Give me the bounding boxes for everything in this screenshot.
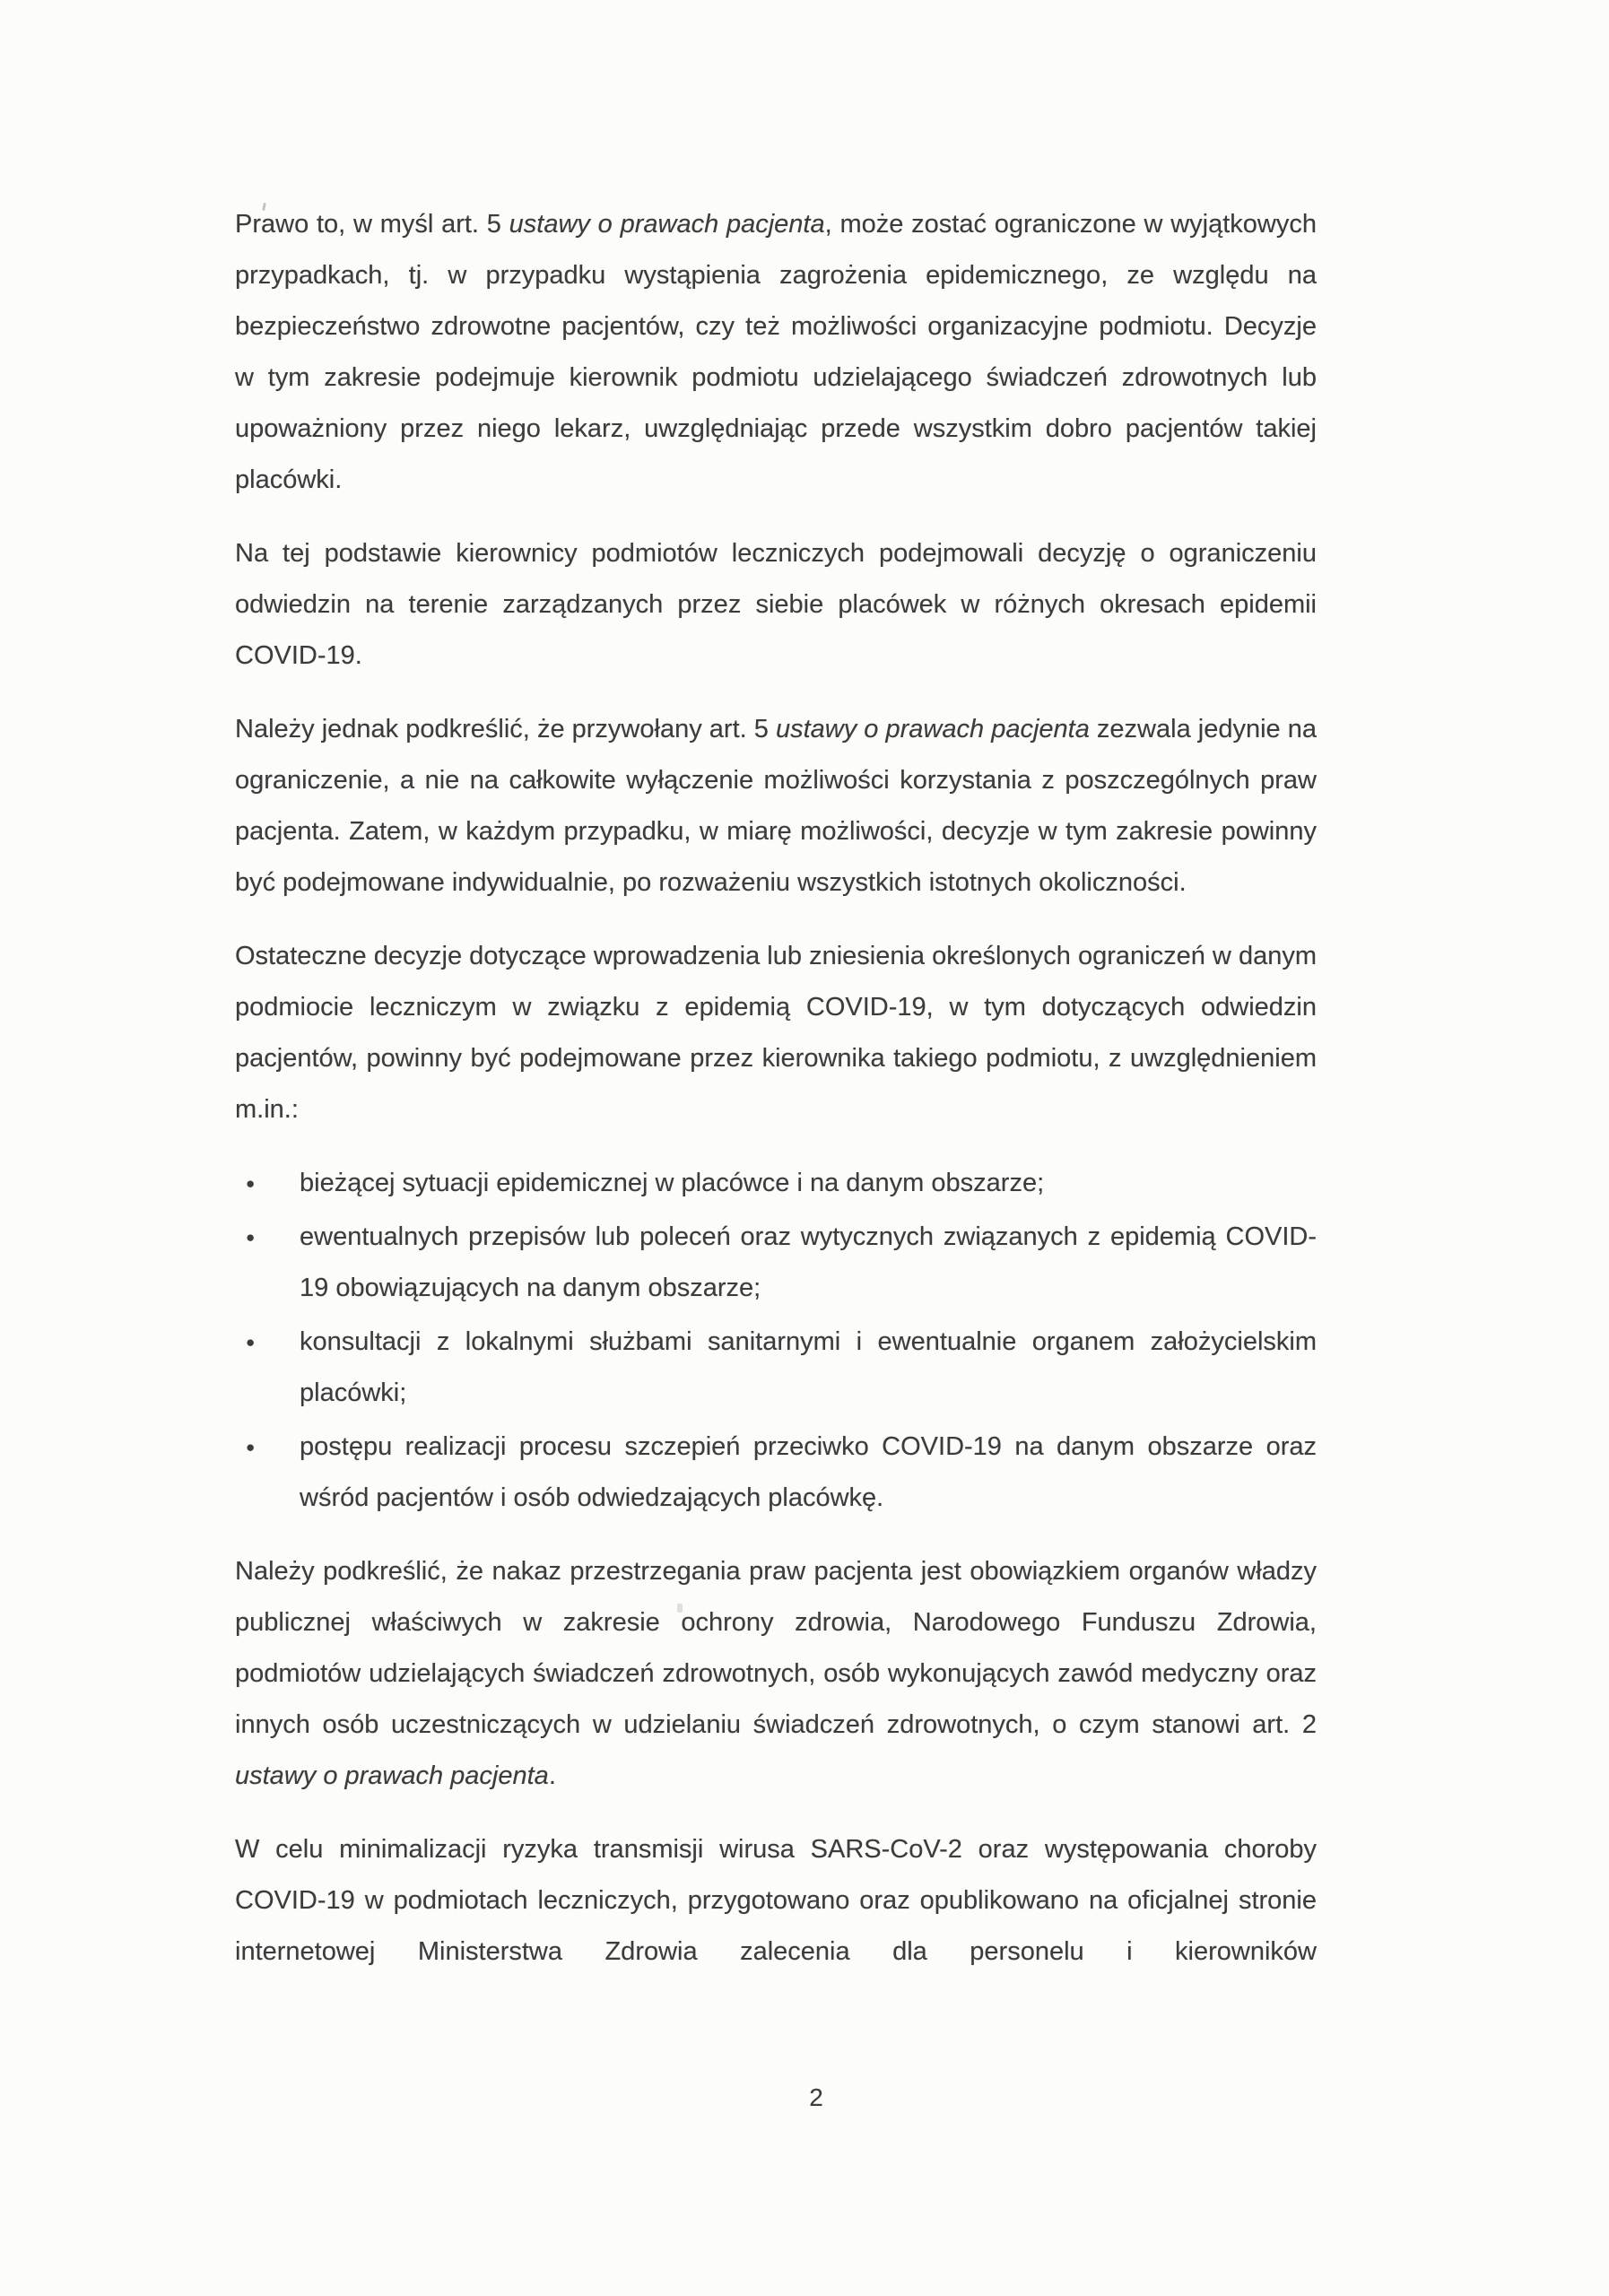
italic-text-run: ustawy o prawach pacjenta [235,1761,549,1790]
bullet-item [235,1422,1317,1524]
text-run: . [548,1761,556,1790]
bullet-text [300,1327,1317,1407]
bullet-text [300,1432,1317,1512]
bullet-item [235,1158,1317,1209]
text-run: postępu realizacji procesu szczepień przeciwko COVID-19 na danym obszarze oraz wśród pacjentów i osób odwiedzających placówkę. [300,1432,1317,1512]
text-run: Należy jednak podkreślić, że przywołany art. 5 [235,715,776,744]
bullet-icon: ● [246,1175,256,1192]
paragraph [235,931,1317,1135]
bullet-icon: ● [246,1229,256,1246]
text-run: konsultacji z lokalnymi służbami sanitarnymi i ewentualnie organem założycielskim placówki; [300,1327,1317,1407]
document-body [235,199,1317,2000]
italic-text-run: ustawy o prawach pacjenta [775,715,1090,744]
text-run: ewentualnych przepisów lub poleceń oraz wytycznych związanych z epidemią COVID-19 obowiązujących na danym obszarze; [300,1222,1317,1302]
paragraph [235,1546,1317,1802]
bullet-item [235,1212,1317,1314]
bullet-list [235,1158,1317,1524]
italic-text-run: ustawy o prawach pacjenta [509,210,825,239]
bullet-text [300,1222,1317,1302]
text-run: Ostateczne decyzje dotyczące wprowadzenia lub zniesienia określonych ograniczeń w danym podmiocie leczniczym w związku z epidemią COVID-19, w tym dotyczących odwiedzin pacjentów, powinny być podejmowane przez kierownika takiego podmiotu, z uwzględnieniem m.in.: [235,942,1317,1124]
text-run: Prawo to, w myśl art. 5 [235,210,509,239]
paragraph [235,528,1317,682]
bullet-text [300,1169,1044,1197]
paragraph [235,1824,1317,1978]
text-run: W celu minimalizacji ryzyka transmisji wirusa SARS-CoV-2 oraz występowania choroby COVID-19 w podmiotach leczniczych, przygotowano oraz opublikowano na oficjalnej stronie internetowej Ministerstwa Zdrowia zalecenia dla personelu i kierowników [235,1835,1317,1966]
paragraph [235,199,1317,506]
text-run: zezwala jedynie na ograniczenie, a nie na całkowite wyłączenie możliwości korzystania z poszczególnych praw pacjenta. Zatem, w każdym przypadku, w miarę możliwości, decyzje w tym zakresie powinny być podejmowane indywidualnie, po rozważeniu wszystkich istotnych okoliczności. [235,715,1318,897]
bullet-icon: ● [246,1334,256,1351]
paragraph [235,704,1317,909]
page-number: 2 [809,2083,823,2111]
text-run: bieżącej sytuacji epidemicznej w placówce i na danym obszarze; [300,1169,1045,1197]
bullet-item [235,1317,1317,1419]
text-run: Należy podkreślić, że nakaz przestrzegania praw pacjenta jest obowiązkiem organów władzy publicznej właściwych w zakresie ochrony zdrowia, Narodowego Funduszu Zdrowia, podmiotów udzielających świadczeń zdrowotnych, osób wykonujących zawód medyczny oraz innych osób uczestniczących w udzielaniu świadczeń zdrowotnych, o czym stanowi art. 2 [235,1557,1317,1739]
text-run: , może zostać ograniczone w wyjątkowych przypadkach, tj. w przypadku wystąpienia zagrożenia epidemicznego, ze względu na bezpieczeństwo zdrowotne pacjentów, czy też możliwości organizacyjne podmiotu. Decyzje w tym zakresie podejmuje kierownik podmiotu udzielającego świadczeń zdrowotnych lub upoważniony przez niego lekarz, uwzględniając przede wszystkim dobro pacjentów takiej placówki. [235,210,1317,494]
bullet-icon: ● [246,1439,256,1456]
text-run: Na tej podstawie kierownicy podmiotów leczniczych podejmowali decyzję o ograniczeniu odwiedzin na terenie zarządzanych przez siebie placówek w różnych okresach epidemii COVID-19. [235,539,1317,670]
